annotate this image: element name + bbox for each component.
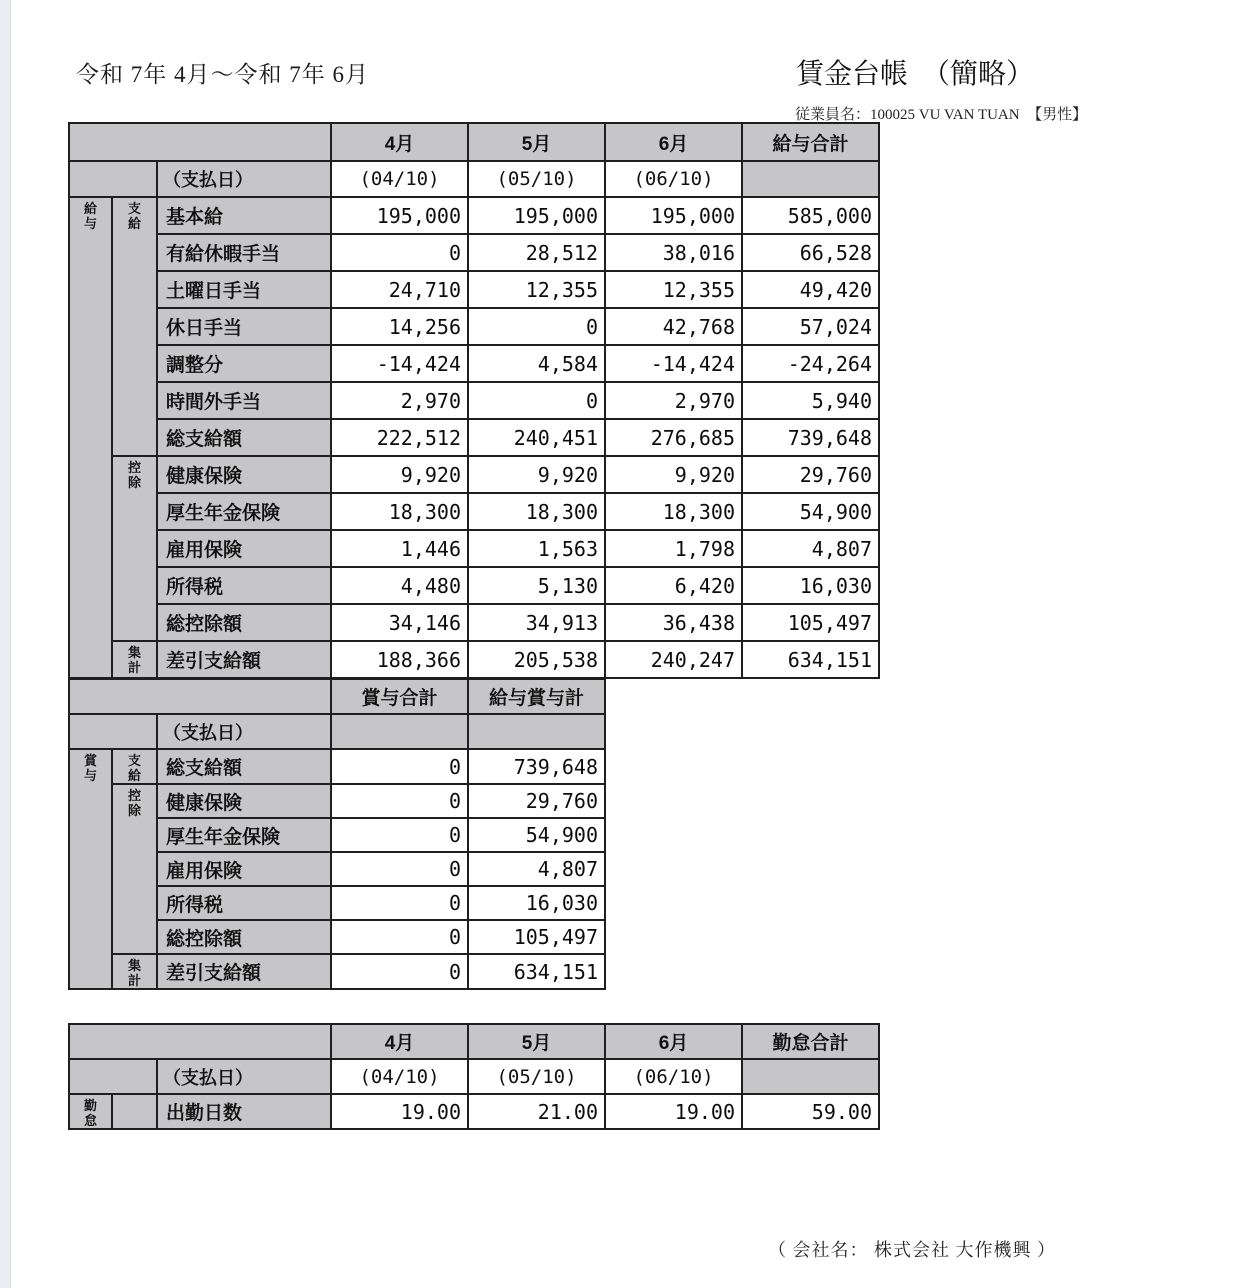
table-corner	[69, 123, 331, 161]
value-cell: 0	[331, 818, 468, 852]
row-label: 健康保険	[157, 456, 331, 493]
group-label-text: 給与	[84, 201, 98, 231]
group-label	[69, 1094, 112, 1129]
value-cell: 59.00	[742, 1094, 879, 1129]
row-label: 差引支給額	[157, 641, 331, 678]
section-label-text: 控除	[128, 460, 142, 490]
value-cell: 18,300	[468, 493, 605, 530]
payday-label: （支払日）	[157, 714, 331, 749]
row-label: 総支給額	[157, 419, 331, 456]
value-cell: 19.00	[605, 1094, 742, 1129]
row-label: 調整分	[157, 345, 331, 382]
value-cell: -14,424	[605, 345, 742, 382]
value-cell: 4,480	[331, 567, 468, 604]
value-cell: 14,256	[331, 308, 468, 345]
value-cell: 28,512	[468, 234, 605, 271]
column-header: 6月	[605, 123, 742, 161]
value-cell: 105,497	[742, 604, 879, 641]
column-header: 5月	[468, 123, 605, 161]
value-cell: 739,648	[468, 749, 605, 784]
section-label	[112, 456, 157, 641]
payday-label: （支払日）	[157, 161, 331, 197]
column-header: 賞与合計	[331, 679, 468, 714]
payday-label: （支払日）	[157, 1059, 331, 1094]
value-cell: 42,768	[605, 308, 742, 345]
value-cell: 19.00	[331, 1094, 468, 1129]
column-header: 勤怠合計	[742, 1024, 879, 1059]
value-cell: 54,900	[468, 818, 605, 852]
column-header: 4月	[331, 1024, 468, 1059]
value-cell: 2,970	[605, 382, 742, 419]
value-cell: 1,563	[468, 530, 605, 567]
payday-cell: (04/10)	[331, 1059, 468, 1094]
value-cell: 222,512	[331, 419, 468, 456]
value-cell: 195,000	[331, 197, 468, 234]
section-label	[112, 749, 157, 784]
value-cell: 12,355	[605, 271, 742, 308]
group-label-text: 賞与	[84, 753, 98, 783]
payday-cell	[331, 714, 468, 749]
row-label: 厚生年金保険	[157, 493, 331, 530]
group-label	[69, 749, 112, 989]
page-edge-strip	[0, 0, 11, 1288]
value-cell: 1,446	[331, 530, 468, 567]
value-cell: 0	[331, 920, 468, 954]
value-cell: 0	[331, 954, 468, 989]
section-label	[112, 641, 157, 678]
row-label: 雇用保険	[157, 530, 331, 567]
value-cell: 29,760	[468, 784, 605, 818]
value-cell: 276,685	[605, 419, 742, 456]
value-cell: 24,710	[331, 271, 468, 308]
value-cell: 34,146	[331, 604, 468, 641]
row-label: 健康保険	[157, 784, 331, 818]
column-header: 5月	[468, 1024, 605, 1059]
value-cell: 34,913	[468, 604, 605, 641]
column-header: 給与賞与計	[468, 679, 605, 714]
value-cell: 9,920	[468, 456, 605, 493]
value-cell: -24,264	[742, 345, 879, 382]
value-cell: 634,151	[742, 641, 879, 678]
row-label: 所得税	[157, 886, 331, 920]
value-cell: 195,000	[605, 197, 742, 234]
row-label: 休日手当	[157, 308, 331, 345]
table-corner	[69, 1024, 331, 1059]
attendance-table	[68, 1023, 880, 1130]
payday-cell	[742, 1059, 879, 1094]
value-cell: 0	[331, 234, 468, 271]
row-label: 総控除額	[157, 920, 331, 954]
section-label-text: 集計	[128, 958, 142, 988]
value-cell: 9,920	[331, 456, 468, 493]
row-label: 総支給額	[157, 749, 331, 784]
section-label	[112, 784, 157, 954]
value-cell: 0	[468, 308, 605, 345]
period-text: 令和 7年 4月～令和 7年 6月	[76, 62, 369, 87]
section-label	[112, 954, 157, 989]
column-header: 4月	[331, 123, 468, 161]
row-label: 基本給	[157, 197, 331, 234]
row-label: 総控除額	[157, 604, 331, 641]
value-cell: 739,648	[742, 419, 879, 456]
value-cell: 12,355	[468, 271, 605, 308]
company-name: （ 会社名： 株式会社 大作機興 ）	[768, 1240, 1056, 1260]
value-cell: 6,420	[605, 567, 742, 604]
value-cell: 0	[468, 382, 605, 419]
value-cell: 54,900	[742, 493, 879, 530]
value-cell: 634,151	[468, 954, 605, 989]
row-label: 雇用保険	[157, 852, 331, 886]
value-cell: 18,300	[605, 493, 742, 530]
value-cell: 585,000	[742, 197, 879, 234]
section-label	[112, 197, 157, 456]
value-cell: 0	[331, 749, 468, 784]
payday-cell: (06/10)	[605, 1059, 742, 1094]
row-label: 時間外手当	[157, 382, 331, 419]
value-cell: 21.00	[468, 1094, 605, 1129]
value-cell: 195,000	[468, 197, 605, 234]
payday-spacer	[69, 1059, 157, 1094]
value-cell: 66,528	[742, 234, 879, 271]
value-cell: 29,760	[742, 456, 879, 493]
table-corner	[69, 679, 331, 714]
value-cell: 1,798	[605, 530, 742, 567]
value-cell: 240,247	[605, 641, 742, 678]
section-label	[112, 1094, 157, 1129]
row-label: 有給休暇手当	[157, 234, 331, 271]
payday-cell: (04/10)	[331, 161, 468, 197]
value-cell: 36,438	[605, 604, 742, 641]
value-cell: 16,030	[742, 567, 879, 604]
value-cell: 38,016	[605, 234, 742, 271]
group-label-text: 勤怠	[84, 1098, 98, 1128]
row-label: 厚生年金保険	[157, 818, 331, 852]
column-header: 6月	[605, 1024, 742, 1059]
value-cell: 49,420	[742, 271, 879, 308]
value-cell: 240,451	[468, 419, 605, 456]
row-label: 差引支給額	[157, 954, 331, 989]
value-cell: 205,538	[468, 641, 605, 678]
value-cell: 9,920	[605, 456, 742, 493]
payday-spacer	[69, 714, 157, 749]
value-cell: 2,970	[331, 382, 468, 419]
value-cell: -14,424	[331, 345, 468, 382]
section-label-text: 支給	[128, 753, 142, 783]
value-cell: 4,584	[468, 345, 605, 382]
row-label: 所得税	[157, 567, 331, 604]
payday-cell	[742, 161, 879, 197]
section-label-text: 控除	[128, 788, 142, 818]
payday-spacer	[69, 161, 157, 197]
column-header: 給与合計	[742, 123, 879, 161]
value-cell: 57,024	[742, 308, 879, 345]
value-cell: 105,497	[468, 920, 605, 954]
value-cell: 4,807	[742, 530, 879, 567]
value-cell: 0	[331, 886, 468, 920]
value-cell: 18,300	[331, 493, 468, 530]
employee-info: 従業員名：100025 VU VAN TUAN 【男性】	[795, 107, 1088, 123]
value-cell: 188,366	[331, 641, 468, 678]
value-cell: 4,807	[468, 852, 605, 886]
payday-cell	[468, 714, 605, 749]
payday-cell: (05/10)	[468, 161, 605, 197]
payday-cell: (05/10)	[468, 1059, 605, 1094]
value-cell: 16,030	[468, 886, 605, 920]
payday-cell: (06/10)	[605, 161, 742, 197]
row-label: 出勤日数	[157, 1094, 331, 1129]
value-cell: 5,940	[742, 382, 879, 419]
section-label-text: 支給	[128, 201, 142, 231]
document-title: 賃金台帳 （簡略）	[796, 59, 1035, 90]
row-label: 土曜日手当	[157, 271, 331, 308]
salary-table	[68, 122, 880, 679]
group-label	[69, 197, 112, 678]
value-cell: 0	[331, 784, 468, 818]
value-cell: 5,130	[468, 567, 605, 604]
bonus-table	[68, 678, 606, 990]
value-cell: 0	[331, 852, 468, 886]
section-label-text: 集計	[128, 645, 142, 675]
